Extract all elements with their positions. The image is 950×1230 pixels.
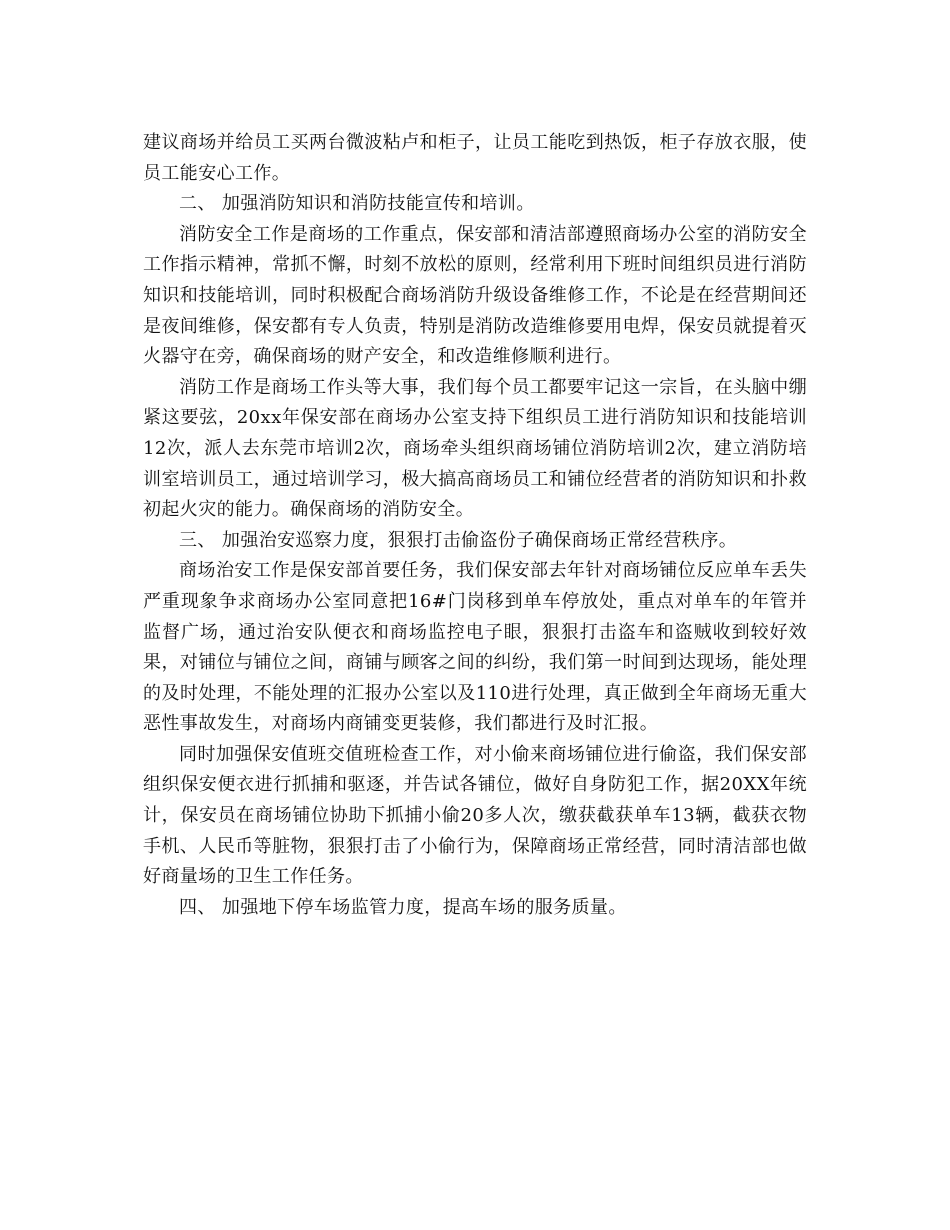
paragraph-dining-suggestion: 建议商场并给员工买两台微波粘卢和柜子，让员工能吃到热饭，柜子存放衣服，使员工能安心工作。	[143, 132, 807, 184]
paragraph-security-work: 商场治安工作是保安部首要任务，我们保安部去年针对商场铺位反应单车丢失严重现象争求商场办公室同意把16#门岗移到单车停放处，重点对单车的年管并监督广场，通过治安队便衣和商场监控电子眼，狠狠打击盗车和盗贼收到较好效果，对铺位与铺位之间，商铺与顾客之间的纠纷，我们第一时间到达现场，能处理的及时处理，不能处理的汇报办公室以及110进行处理，真正做到全年商场无重大恶性事故发生，对商场内商铺变更装修，我们都进行及时汇报。	[143, 560, 807, 735]
paragraph-fire-safety-work: 消防安全工作是商场的工作重点，保安部和清洁部遵照商场办公室的消防安全工作指示精神，常抓不懈，时刻不放松的原则，经常利用下班时间组织员进行消防知识和技能培训，同时积极配合商场消防升级设备维修工作，不论是在经营期间还是夜间维修，保安都有专人负责，特别是消防改造维修要用电焊，保安员就提着灭火器守在旁，确保商场的财产安全，和改造维修顺利进行。	[143, 223, 807, 368]
paragraph-fire-training-stats: 消防工作是商场工作头等大事，我们每个员工都要牢记这一宗旨，在头脑中绷紧这要弦，20xx年保安部在商场办公室支持下组织员工进行消防知识和技能培训12次，派人去东莞市培训2次，商场牵头组织商场铺位消防培训2次，建立消防培训室培训员工，通过培训学习，极大搞高商场员工和铺位经营者的消防知识和扑救初起火灾的能力。确保商场的消防安全。	[143, 376, 807, 521]
document-body	[143, 128, 807, 923]
paragraph-theft-prevention: 同时加强保安值班交值班检查工作，对小偷来商场铺位进行偷盗，我们保安部组织保安便衣进行抓捕和驱逐，并告试各铺位，做好自身防犯工作，据20XX年统计，保安员在商场铺位协助下抓捕小偷20多人次，缴获截获单车13辆，截获衣物手机、人民币等脏物，狠狠打击了小偷行为，保障商场正常经营，同时清洁部也做好商量场的卫生工作任务。	[143, 743, 807, 888]
section-heading-parking-supervision: 四、 加强地下停车场监管力度，提高车场的服务质量。	[179, 896, 627, 918]
section-heading-fire-training: 二、 加强消防知识和消防技能宣传和培训。	[179, 193, 535, 215]
section-heading-security-patrol: 三、 加强治安巡察力度，狠狠打击偷盗份子确保商场正常经营秩序。	[179, 529, 738, 551]
